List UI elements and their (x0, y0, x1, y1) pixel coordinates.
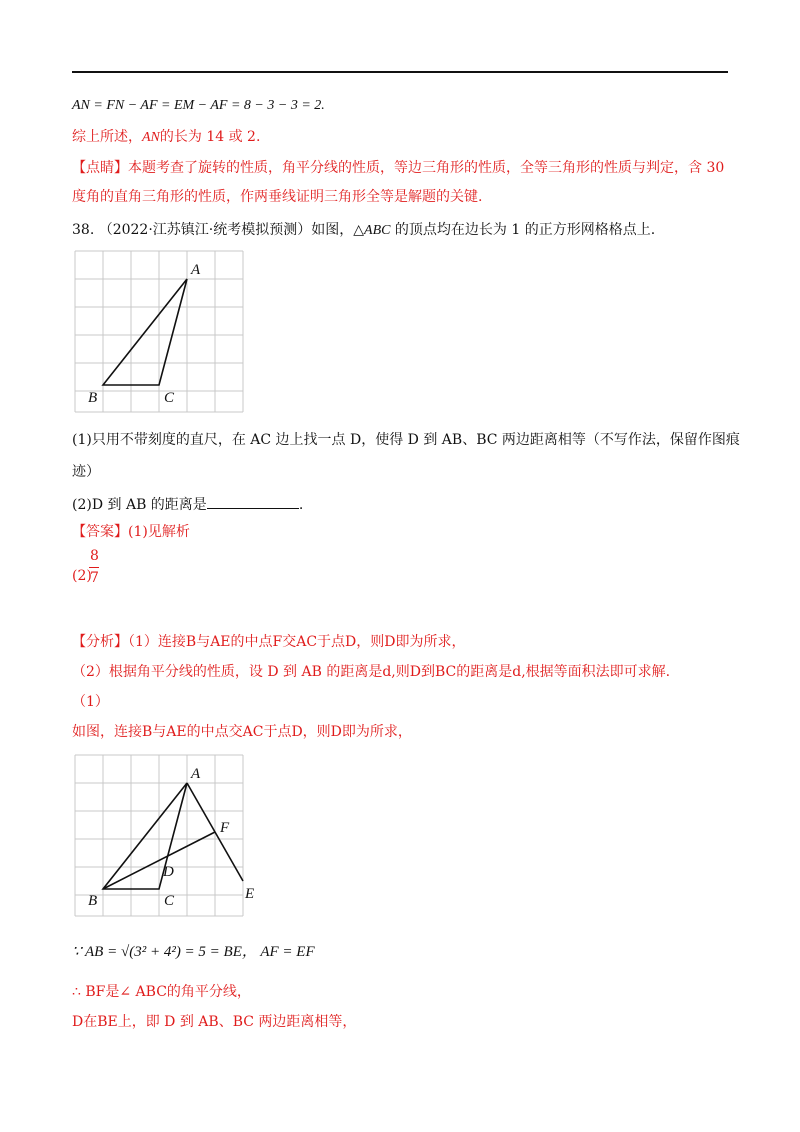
label-e: E (245, 886, 255, 902)
figure-1-grid-triangle (70, 244, 250, 416)
analysis-3: （1） (72, 694, 109, 710)
label-f: F (220, 820, 230, 836)
part-1-line-a: (1)只用不带刻度的直尺，在 AC 边上找一点 D，使得 D 到 AB、BC 两边距离相等（不写作法，保留作图痕 (72, 432, 740, 448)
label-b: B (88, 390, 98, 406)
label-b-2: B (88, 893, 98, 909)
question-triangle: ABC (364, 223, 391, 238)
figure-1-grid (75, 251, 243, 412)
answer-2-label: (2) (72, 568, 92, 584)
analysis-4: 如图，连接B与AE的中点交AC于点D，则D即为所求， (72, 724, 412, 740)
figure-2-construction (70, 748, 270, 920)
part-2-suffix: . (298, 497, 304, 513)
summary-segment: AN (142, 130, 160, 145)
question-prefix: 38. （2022·江苏镇江·统考模拟预测）如图，△ (72, 222, 365, 238)
fraction-bar (89, 567, 99, 568)
triangle-abc-2 (103, 783, 187, 889)
part-2-question (72, 494, 303, 515)
label-a: A (191, 262, 201, 278)
summary-suffix: 的长为 14 或 2. (159, 129, 261, 145)
label-d: D (163, 864, 174, 880)
summary-prefix: 综上所述， (72, 129, 142, 145)
label-c-2: C (164, 893, 175, 909)
comment-line-2: 度角的直角三角形的性质，作两垂线证明三角形全等是解题的关键. (72, 189, 483, 205)
question-suffix: 的顶点均在边长为 1 的正方形网格格点上. (390, 222, 656, 238)
proof-line-1: ∵ AB = √(3² + 4²) = 5 = BE， AF = EF (72, 944, 315, 960)
proof-line-3: D在BE上，即 D 到 AB、BC 两边距离相等， (72, 1014, 357, 1030)
summary-line (72, 127, 260, 148)
equation-an: AN = FN − AF = EM − AF = 8 − 3 − 3 = 2. (72, 98, 325, 113)
label-a-2: A (191, 766, 201, 782)
analysis-2: （2）根据角平分线的性质，设 D 到 AB 的距离是d,则D到BC的距离是d,根据等面积法即可求解. (72, 664, 671, 680)
fraction-denominator: 7 (90, 570, 99, 586)
triangle-abc (103, 279, 187, 385)
part-2-prefix: (2)D 到 AB 的距离是 (72, 497, 207, 513)
proof-line-2: ∴ BF是∠ ABC的角平分线， (72, 984, 251, 1000)
label-c: C (164, 390, 175, 406)
comment-line-1: 【点睛】本题考查了旋转的性质，角平分线的性质，等边三角形的性质，全等三角形的性质与判定，含 30 (72, 160, 725, 176)
question-38 (72, 220, 655, 241)
part-1-line-b: 迹） (72, 464, 100, 480)
answer-blank[interactable] (207, 494, 299, 509)
fraction-numerator: 8 (90, 548, 99, 564)
analysis-1: 【分析】（1）连接B与AE的中点F交AC于点D，则D即为所求， (72, 634, 466, 650)
answer-1: 【答案】(1)见解析 (72, 524, 190, 540)
header-rule (72, 71, 728, 73)
